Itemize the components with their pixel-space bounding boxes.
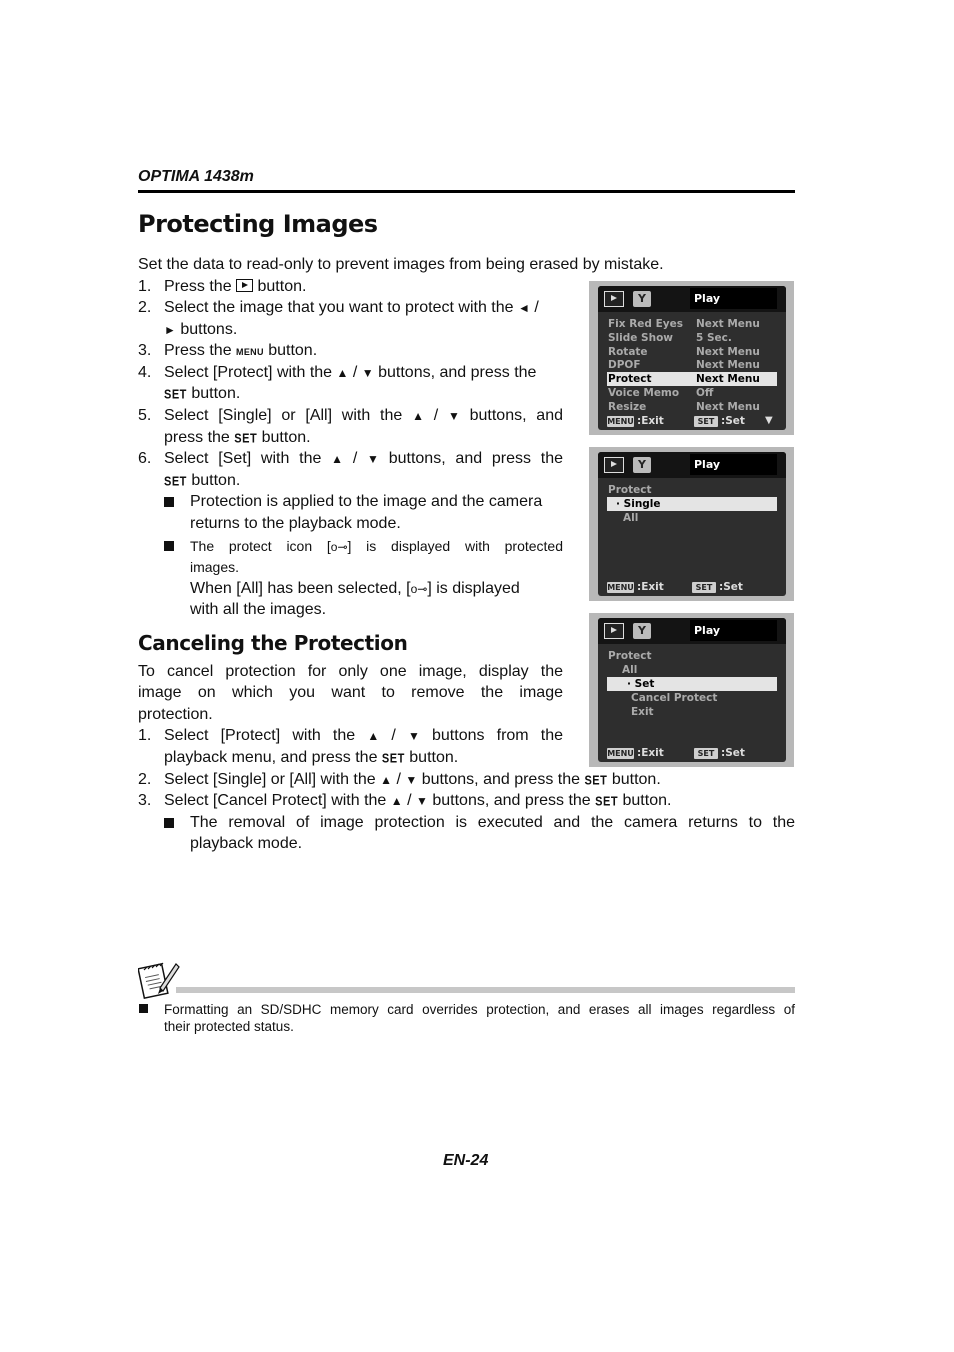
- menu-button-icon: MENU: [236, 347, 264, 357]
- lcd-menu-value: 5 Sec.: [696, 332, 732, 344]
- protect-key-icon: o⊸: [410, 582, 428, 596]
- camera-screen-protect-menu: [589, 447, 794, 601]
- lcd-menu-value: Off: [696, 387, 714, 399]
- cancel-step-1-text-b: buttons from the: [432, 727, 564, 744]
- cancel-step-3-text-b: buttons, and press the: [432, 792, 591, 809]
- camera-lcd: [598, 452, 786, 596]
- lcd-menu-label: DPOF: [608, 359, 641, 371]
- lcd-option-label: Single: [623, 498, 661, 510]
- lcd-bottom-bar: [598, 744, 786, 762]
- set-button-icon: SET: [584, 773, 608, 789]
- cancel-step-2: Select [Single] or [All] with the ▲ / ▼ buttons, and press the SET button.: [164, 770, 661, 791]
- cancel-step-1-text-a: Select [Protect] with the: [164, 727, 356, 744]
- bullet-2-text-b: ] is displayed with protected: [347, 538, 564, 554]
- step-5-text-d: button.: [261, 429, 311, 446]
- step-5-text-a: Select [Single] or [All] with the: [164, 407, 403, 424]
- step-6-line-1: Select [Set] with the ▲ / ▼ buttons, and press the: [164, 450, 564, 467]
- step-2-text-b: buttons.: [180, 321, 238, 338]
- note-text-line-1: Formatting an SD/SDHC memory card overrides protection, and erases all images regardless of: [164, 1002, 795, 1017]
- lcd-submenu-heading: Protect: [608, 650, 652, 662]
- step-2-line-1: Select the image that you want to protect with the ◄ /: [164, 299, 539, 316]
- bullet-square: [139, 1004, 148, 1013]
- lcd-option: All: [622, 664, 638, 676]
- lcd-menu-value: Next Menu: [696, 318, 760, 330]
- setup-wrench-icon: Y: [633, 291, 651, 307]
- setup-wrench-icon: Y: [633, 623, 651, 639]
- cancel-step-2-text-c: button.: [611, 771, 661, 788]
- step-4-text-c: button.: [191, 385, 241, 402]
- down-arrow-icon: ▼: [447, 409, 460, 423]
- camera-lcd: [598, 618, 786, 762]
- note-text-line-2: their protected status.: [164, 1019, 294, 1034]
- step-4-line-2: [164, 384, 240, 405]
- intro-text: Set the data to read-only to prevent images from being erased by mistake.: [138, 256, 664, 273]
- cancel-intro-line-1: To cancel protection for only one image, display the: [138, 663, 563, 680]
- bullet-square: [164, 818, 174, 828]
- step-3-number: 3.: [138, 342, 152, 359]
- lcd-set-label: :Set: [721, 747, 745, 759]
- cancel-step-3-text-a: Select [Cancel Protect] with the: [164, 792, 387, 809]
- menu-key-icon: MENU: [607, 417, 634, 426]
- left-arrow-icon: ◄: [517, 301, 530, 315]
- right-arrow-icon: ►: [164, 323, 176, 337]
- playback-button-icon: [236, 279, 253, 292]
- menu-key-icon: MENU: [607, 583, 634, 592]
- cancel-step-3-text-c: button.: [622, 792, 672, 809]
- play-mode-icon: [604, 457, 624, 473]
- header-rule: [138, 190, 795, 193]
- bullet-2-line-4: with all the images.: [190, 601, 327, 618]
- step-1-text-b: button.: [257, 278, 307, 295]
- up-arrow-icon: ▲: [331, 452, 344, 466]
- lcd-tab-bar: [598, 452, 786, 478]
- lcd-bottom-bar: [598, 412, 786, 430]
- lcd-menu-value: Next Menu: [696, 346, 760, 358]
- step-5-text-c: press the: [164, 429, 230, 446]
- lcd-option-label: Set: [634, 678, 655, 690]
- down-arrow-icon: ▼: [405, 773, 418, 787]
- set-key-icon: SET: [694, 748, 718, 759]
- step-3-text-b: button.: [268, 342, 318, 359]
- step-6-text-b: buttons, and press the: [388, 450, 564, 467]
- step-2-line-2: [164, 320, 237, 340]
- cancel-step-3: Select [Cancel Protect] with the ▲ / ▼ buttons, and press the SET button.: [164, 791, 671, 812]
- lcd-option: Exit: [631, 706, 654, 718]
- lcd-menu-value: Next Menu: [696, 401, 760, 413]
- section-title-cancel: Canceling the Protection: [138, 631, 408, 655]
- note-pad-icon: [138, 958, 180, 1000]
- cancel-bullet-line-2: playback mode.: [190, 835, 303, 852]
- cancel-step-1-text-c: playback menu, and press the: [164, 749, 378, 766]
- step-4-number: 4.: [138, 364, 152, 381]
- cancel-step-1-line-2: [164, 748, 458, 769]
- set-key-icon: SET: [694, 416, 718, 427]
- page-number: EN-24: [443, 1152, 489, 1169]
- lcd-submenu-heading: Protect: [608, 484, 652, 496]
- cancel-intro-line-2: image on which you want to remove the image: [138, 684, 563, 701]
- setup-wrench-icon: Y: [633, 457, 651, 473]
- set-button-icon: SET: [381, 751, 405, 767]
- lcd-menu-label: Fix Red Eyes: [608, 318, 683, 330]
- set-button-icon: SET: [234, 431, 258, 447]
- bullet-square: [164, 541, 174, 551]
- up-arrow-icon: ▲: [412, 409, 424, 423]
- step-4-text-a: Select [Protect] with the: [164, 364, 333, 381]
- step-6-number: 6.: [138, 450, 152, 467]
- lcd-menu-label: Voice Memo: [608, 387, 680, 399]
- step-1-text-a: Press the: [164, 278, 232, 295]
- step-5-text-b: buttons, and: [469, 407, 564, 424]
- lcd-bottom-bar: [598, 578, 786, 596]
- cancel-step-1-line-1: Select [Protect] with the ▲ / ▼ buttons from the: [164, 727, 564, 744]
- lcd-set-label: :Set: [719, 581, 743, 593]
- cancel-intro-line-3: protection.: [138, 706, 213, 723]
- lcd-option: Cancel Protect: [631, 692, 718, 704]
- lcd-menu-label: Resize: [608, 401, 647, 413]
- lcd-tab-title: Play: [690, 454, 777, 475]
- lcd-exit-label: :Exit: [637, 415, 664, 427]
- play-mode-icon: [604, 291, 624, 307]
- step-6-text-c: button.: [191, 472, 241, 489]
- bullet-square: [164, 497, 174, 507]
- lcd-option-selected: · Set: [627, 678, 655, 690]
- lcd-menu-label-selected: Protect: [608, 373, 652, 385]
- bullet-2-text-d: When [All] has been selected, [: [190, 580, 411, 597]
- bullet-2-text-a: The protect icon [: [190, 538, 331, 554]
- step-1-number: 1.: [138, 278, 152, 295]
- lcd-menu-value-selected: Next Menu: [696, 373, 760, 385]
- down-arrow-icon: ▼: [367, 452, 379, 466]
- lcd-menu-label: Slide Show: [608, 332, 674, 344]
- step-3-text-a: Press the: [164, 342, 232, 359]
- scroll-down-icon: ▼: [765, 415, 773, 426]
- cancel-step-2-text-a: Select [Single] or [All] with the: [164, 771, 376, 788]
- lcd-tab-bar: [598, 286, 786, 312]
- step-5-line-1: Select [Single] or [All] with the ▲ / ▼ buttons, and: [164, 407, 564, 424]
- set-button-icon: SET: [164, 474, 187, 490]
- cancel-step-2-text-b: buttons, and press the: [421, 771, 581, 788]
- step-6-text-a: Select [Set] with the: [164, 450, 322, 467]
- lcd-menu-label: Rotate: [608, 346, 648, 358]
- lcd-option: All: [623, 512, 639, 524]
- lcd-tab-bar: [598, 618, 786, 644]
- up-arrow-icon: ▲: [380, 773, 392, 787]
- lcd-exit-label: :Exit: [637, 581, 664, 593]
- step-1: [164, 277, 306, 297]
- note-rule: [176, 987, 795, 993]
- set-key-icon: SET: [692, 582, 716, 593]
- set-button-icon: SET: [595, 794, 619, 810]
- play-mode-icon: [604, 623, 624, 639]
- bullet-2-line-1: [190, 536, 563, 557]
- camera-lcd: [598, 286, 786, 430]
- step-4-text-b: buttons, and press the: [378, 364, 537, 381]
- protect-key-icon: o⊸: [330, 540, 348, 554]
- bullet-1-line-2: returns to the playback mode.: [190, 515, 401, 532]
- up-arrow-icon: ▲: [390, 794, 403, 808]
- step-5-line-2: [164, 428, 311, 449]
- step-2-text-a: Select the image that you want to protect with the: [164, 299, 514, 316]
- page-title: Protecting Images: [138, 210, 378, 238]
- lcd-tab-title: Play: [690, 288, 777, 309]
- lcd-exit-label: :Exit: [637, 747, 664, 759]
- cancel-step-2-number: 2.: [138, 771, 152, 788]
- cancel-step-1-text-d: button.: [409, 749, 459, 766]
- up-arrow-icon: ▲: [367, 729, 380, 743]
- cancel-bullet-line-1: The removal of image protection is executed and the camera returns to the: [190, 814, 795, 831]
- up-arrow-icon: ▲: [336, 366, 349, 380]
- step-2-number: 2.: [138, 299, 152, 316]
- down-arrow-icon: ▼: [416, 794, 428, 808]
- cancel-step-1-number: 1.: [138, 727, 152, 744]
- set-button-icon: SET: [164, 387, 187, 403]
- step-4-line-1: Select [Protect] with the ▲ / ▼ buttons, and press the: [164, 364, 537, 381]
- lcd-option-selected: · Single: [616, 498, 661, 510]
- lcd-tab-title: Play: [690, 620, 777, 641]
- down-arrow-icon: ▼: [361, 366, 374, 380]
- camera-screen-protect-all-menu: [589, 613, 794, 767]
- cancel-step-3-number: 3.: [138, 792, 152, 809]
- lcd-set-label: :Set: [721, 415, 745, 427]
- step-6-line-2: [164, 471, 240, 492]
- step-5-number: 5.: [138, 407, 152, 424]
- step-3: [164, 341, 317, 362]
- lcd-menu-value: Next Menu: [696, 359, 760, 371]
- down-arrow-icon: ▼: [407, 729, 420, 743]
- bullet-2-text-e: ] is displayed: [427, 580, 520, 597]
- bullet-2-line-2: images.: [190, 559, 240, 575]
- bullet-2-line-3: [190, 579, 520, 599]
- menu-key-icon: MENU: [607, 749, 634, 758]
- bullet-1-line-1: Protection is applied to the image and the camera: [190, 493, 543, 510]
- manual-model-name: OPTIMA 1438m: [138, 168, 254, 185]
- camera-screen-playback-menu: [589, 281, 794, 435]
